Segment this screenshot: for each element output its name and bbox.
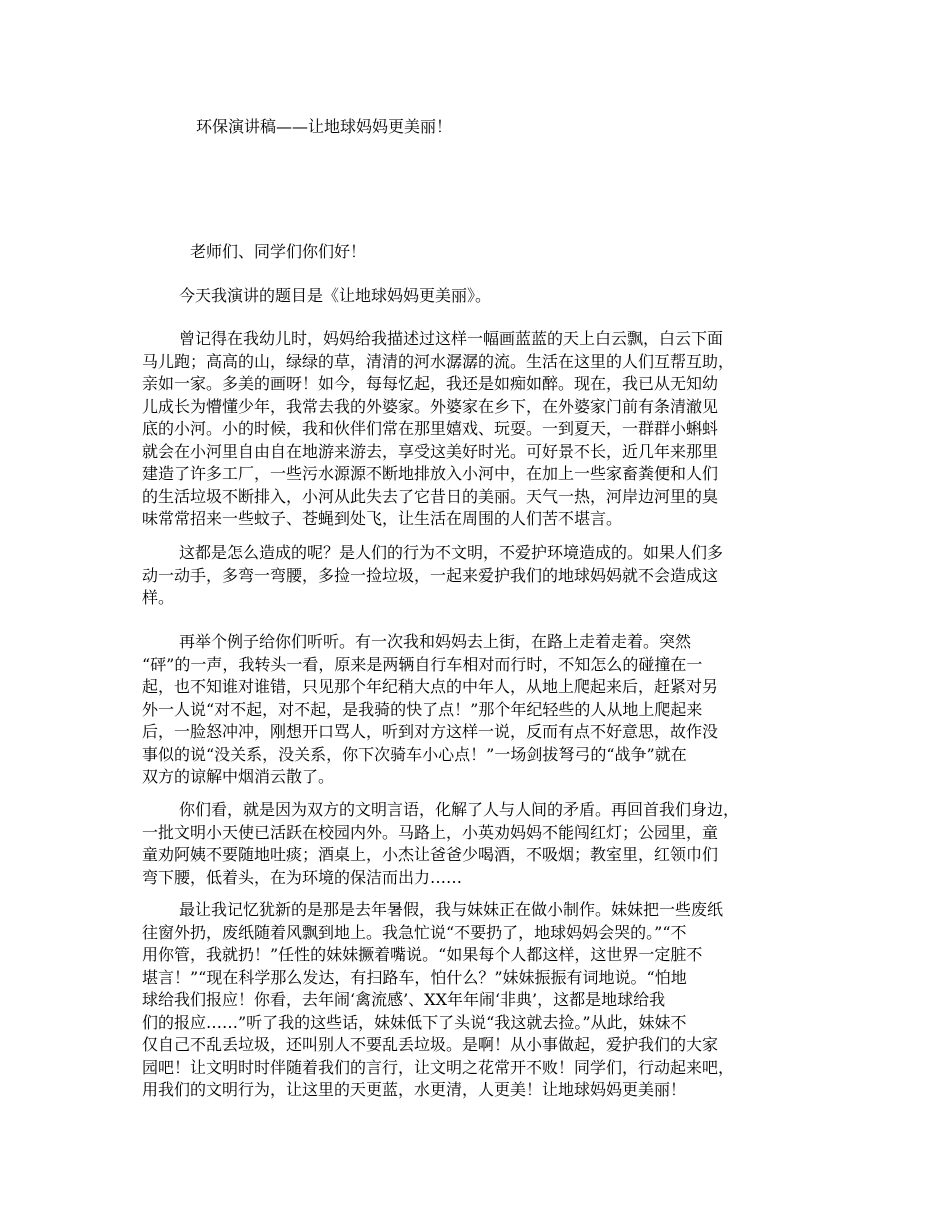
paragraph-line: 样。 xyxy=(142,588,175,607)
paragraph-line: 味常常招来一些蚊子、苍蝇到处飞，让生活在周围的人们苦不堪言。 xyxy=(142,509,623,528)
greeting: 老师们、同学们你们好！ xyxy=(190,242,367,261)
paragraph-line: 仅自己不乱丢垃圾，还叫别人不要乱丢垃圾。是啊！从小事做起，爱护我们的大家 xyxy=(142,1035,719,1054)
paragraph-line: 园吧！让文明时时伴随着我们的言行，让文明之花常开不败！同学们，行动起来吧， xyxy=(142,1057,735,1077)
paragraph-cause xyxy=(142,542,822,610)
paragraph-line: 堪言！”“现在科学那么发达，有扫路车，怕什么？”妹妹振振有词地说。“怕地 xyxy=(142,967,687,987)
paragraph-line: 往窗外扔，废纸随着风飘到地上。我急忙说“不要扔了，地球妈妈会哭的。”“不 xyxy=(142,922,687,942)
paragraph-line: 起，也不知谁对谁错，只见那个年纪稍大点的中年人，从地上爬起来后，赶紧对另 xyxy=(142,677,719,696)
paragraph-line: 后，一脸怒冲冲，刚想开口骂人，听到对方这样一说，反而有点不好意思，故作没 xyxy=(142,722,719,741)
paragraph-line: 儿成长为懵懂少年，我常去我的外婆家。外婆家在乡下，在外婆家门前有条清澈见 xyxy=(142,396,719,416)
paragraph-bicycle-story xyxy=(142,631,822,789)
paragraph-line: 球给我们报应！你看，去年闹‘禽流感’、XX年年闹‘非典’，这都是地球给我 xyxy=(142,990,666,1009)
paragraph-line: 的生活垃圾不断排入，小河从此失去了它昔日的美丽。天气一热，河岸边河里的臭 xyxy=(142,486,719,506)
paragraph-line: 用你管，我就扔！”任性的妹妹撅着嘴说。“如果每个人都这样，这世界一定脏不 xyxy=(142,945,703,964)
paragraph-line: 动一动手，多弯一弯腰，多捡一捡垃圾，一起来爱护我们的地球妈妈就不会造成这 xyxy=(142,565,719,585)
paragraph-civility xyxy=(142,799,822,889)
paragraph-line: 用我们的文明行为，让这里的天更蓝，水更清，人更美！让地球妈妈更美丽！ xyxy=(142,1080,687,1099)
paragraph-line: 马儿跑；高高的山，绿绿的草，清清的河水潺潺的流。生活在这里的人们互帮互助， xyxy=(142,351,735,371)
paragraph-line: 建造了许多工厂，一些污水源源不断地排放入小河中，在加上一些家畜粪便和人们 xyxy=(142,464,719,483)
paragraph-line: 外一人说“对不起，对不起，是我骑的快了点！”那个年纪轻些的人从地上爬起来 xyxy=(142,699,703,719)
paragraph-line: 底的小河。小的时候，我和伙伴们常在那里嬉戏、玩耍。一到夏天，一群群小蝌蚪 xyxy=(142,419,719,438)
paragraph-line: 曾记得在我幼儿时，妈妈给我描述过这样一幅画蓝蓝的天上白云飘，白云下面 xyxy=(179,329,724,348)
paragraph-line: 童劝阿姨不要随地吐痰；酒桌上，小杰让爸爸少喝酒，不吸烟；教室里，红领巾们 xyxy=(142,845,719,864)
paragraph-line: 今天我演讲的题目是《让地球妈妈更美丽》。 xyxy=(179,286,492,305)
paragraph-line: 你们看，就是因为双方的文明言语，化解了人与人间的矛盾。再回首我们身边， xyxy=(179,800,740,819)
paragraph-line: 再举个例子给你们听听。有一次我和妈妈去上街，在路上走着走着。突然 xyxy=(179,632,692,651)
paragraph-line: 们的报应……”听了我的这些话，妹妹低下了头说“我这就去捡。”从此，妹妹不 xyxy=(142,1012,687,1032)
paragraph-line: 弯下腰，低着头，在为环境的保洁而出力…… xyxy=(142,867,463,887)
paragraph-line: “砰”的一声，我转头一看，原来是两辆自行车相对而行时，不知怎么的碰撞在一 xyxy=(142,654,703,674)
paragraph-childhood-memory xyxy=(142,328,822,531)
paragraph-line: 双方的谅解中烟消云散了。 xyxy=(142,767,335,786)
paragraph-intro xyxy=(142,285,822,308)
document-title: 环保演讲稿——让地球妈妈更美丽！ xyxy=(196,117,453,136)
paragraph-line: 亲如一家。多美的画呀！如今，每每忆起，我还是如痴如醉。现在，我已从无知幼 xyxy=(142,374,719,393)
paragraph-line: 就会在小河里自由自在地游来游去，享受这美好时光。可好景不长，近几年来那里 xyxy=(142,441,719,461)
paragraph-line: 这都是怎么造成的呢？是人们的行为不文明，不爱护环境造成的。如果人们多 xyxy=(179,543,724,562)
paragraph-line: 一批文明小天使已活跃在校园内外。马路上，小英劝妈妈不能闯红灯；公园里，童 xyxy=(142,822,719,842)
paragraph-sister-story xyxy=(142,899,822,1102)
paragraph-line: 事似的说“没关系，没关系，你下次骑车小心点！”一场剑拔弩弓的“战争”就在 xyxy=(142,744,687,764)
paragraph-line: 最让我记忆犹新的是那是去年暑假，我与妹妹正在做小制作。妹妹把一些废纸 xyxy=(179,900,724,919)
